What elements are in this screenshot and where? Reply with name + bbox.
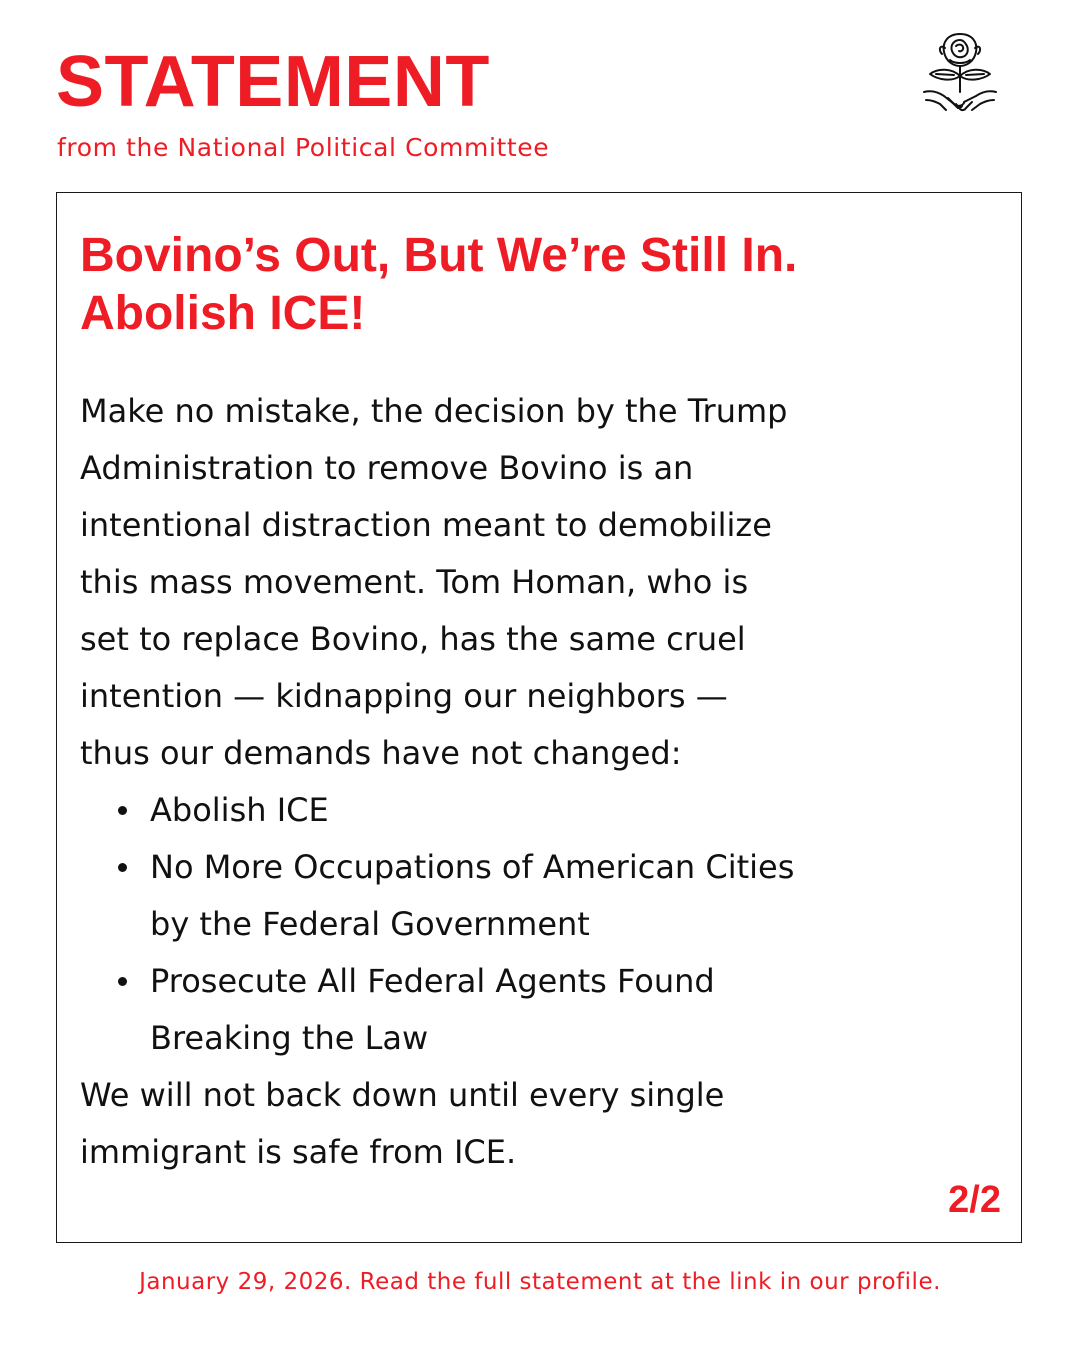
statement-title [80,227,1010,343]
bullet-icon [118,863,127,872]
footer-note: January 29, 2026. Read the full statement at the link in our profile. [139,1269,941,1295]
demand-line: Prosecute All Federal Agents Found [150,962,715,1000]
closing-line: We will not back down until every single [80,1076,725,1114]
statement-title-line: Bovino’s Out, But We’re Still In. [80,229,798,282]
demands-list [80,782,1010,1067]
statement-heading: STATEMENT [56,42,490,122]
body-line: thus our demands have not changed: [80,734,682,772]
demand-line: by the Federal Government [150,905,590,943]
page-number: 2/2 [948,1179,1001,1221]
demand-item [80,782,1010,839]
statement-body [80,383,1010,782]
bullet-icon [118,806,127,815]
statement-card [56,192,1022,1243]
demand-line: No More Occupations of American Cities [150,848,795,886]
demand-line: Abolish ICE [150,791,329,829]
demand-line: Breaking the Law [150,1019,429,1057]
body-line: Make no mistake, the decision by the Trump [80,392,788,430]
body-line: this mass movement. Tom Homan, who is [80,563,749,601]
closing-statement [80,1067,1010,1181]
closing-line: immigrant is safe from ICE. [80,1133,517,1171]
body-line: intention — kidnapping our neighbors — [80,677,728,715]
body-line: set to replace Bovino, has the same cruel [80,620,746,658]
body-line: intentional distraction meant to demobilize [80,506,772,544]
statement-title-line: Abolish ICE! [80,287,366,340]
bullet-icon [118,977,127,986]
statement-subtitle: from the National Political Committee [57,133,550,162]
demand-item [80,953,1010,1067]
rose-and-handshake-icon [920,26,1000,118]
body-line: Administration to remove Bovino is an [80,449,694,487]
demand-item [80,839,1010,953]
